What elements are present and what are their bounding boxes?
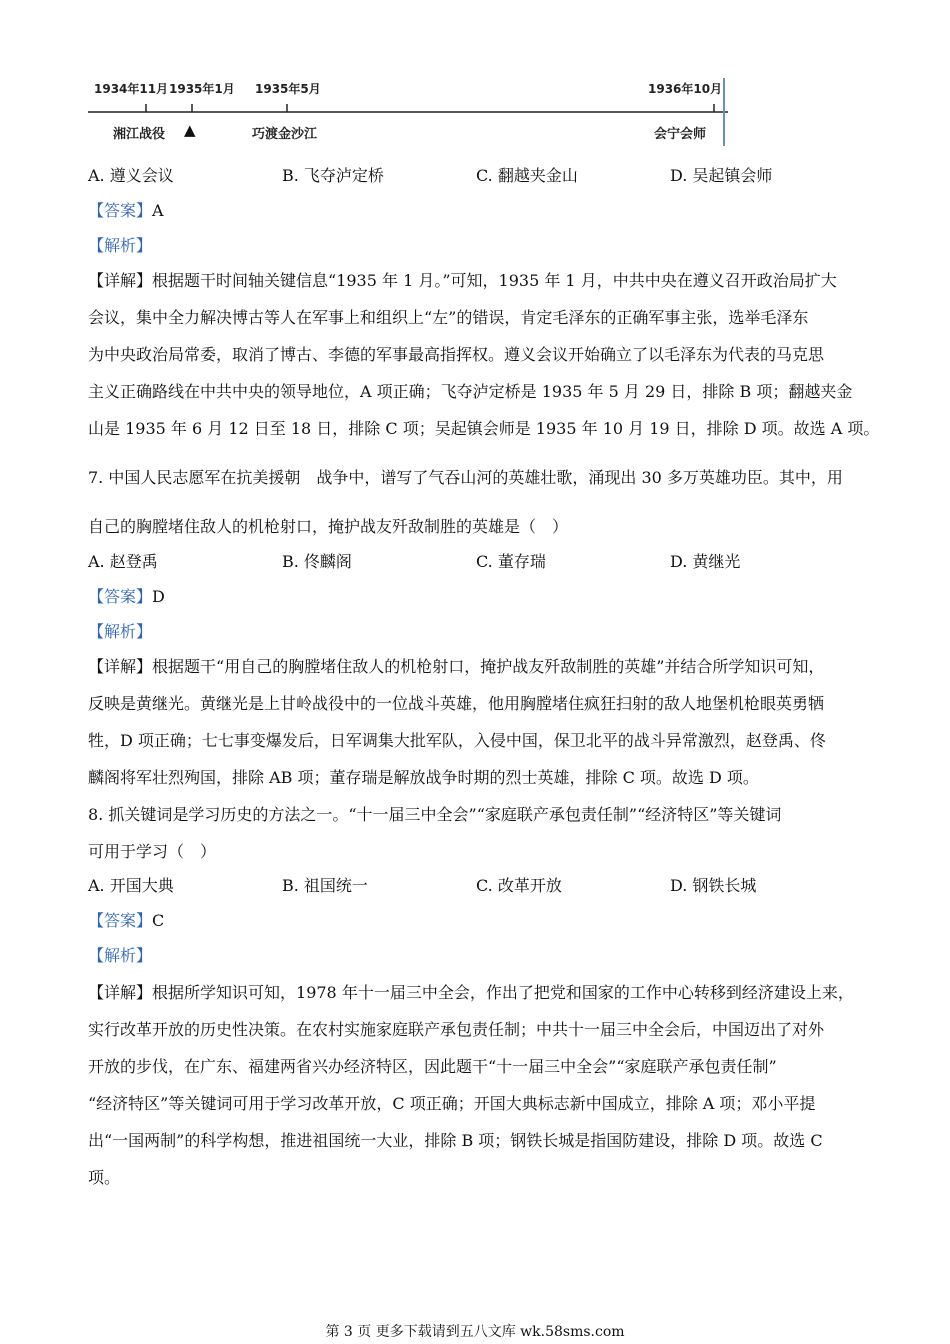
timeline-date-3: 1935年5月 (255, 82, 321, 96)
q8-option-d: D. 钢铁长城 (670, 876, 757, 895)
answer-tag: 【答案】 (88, 587, 153, 606)
timeline-event-3: 会宁会师 (654, 127, 707, 142)
q8-option-c: C. 改革开放 (476, 876, 562, 895)
q8-option-b: B. 祖国统一 (282, 876, 368, 895)
q6-detail-text-1: 根据题干时间轴关键信息“1935 年 1 月。”可知，1935 年 1 月，中共中央在遵义召开政治局扩大 (152, 271, 837, 290)
q7-detail-line-2: 反映是黄继光。黄继光是上甘岭战役中的一位战斗英雄，他用胸膛堵住疯狂扫射的敌人地堡机枪眼英勇牺 (88, 694, 825, 713)
q6-answer (88, 201, 164, 221)
q8-detail-line-1 (88, 983, 854, 1003)
answer-tag: 【答案】 (88, 201, 153, 220)
q6-option-d: D. 吴起镇会师 (670, 166, 773, 185)
q8-answer (88, 911, 164, 931)
q8-detail-line-3: 开放的步伐，在广东、福建两省兴办经济特区，因此题干“十一届三中全会”“家庭联产承包责任制” (88, 1057, 777, 1076)
q8-analysis-tag: 【解析】 (88, 946, 153, 965)
q6-detail-line-2: 会议，集中全力解决博古等人在军事上和组织上“左”的错误，肯定毛泽东的正确军事主张，选举毛泽东 (88, 308, 809, 327)
q6-answer-value: A (152, 201, 164, 220)
q7-option-a: A. 赵登禹 (88, 552, 158, 571)
q6-detail-line-4: 主义正确路线在中共中央的领导地位，A 项正确；飞夺泸定桥是 1935 年 5 月 29 日，排除 B 项；翻越夹金 (88, 382, 853, 401)
q7-detail-line-3: 牲，D 项正确；七七事变爆发后，日军调集大批军队，入侵中国，保卫北平的战斗异常激烈，赵登禹、佟 (88, 731, 826, 750)
q7-analysis-tag: 【解析】 (88, 622, 153, 641)
q8-stem-line-2: 可用于学习（ ） (88, 842, 217, 861)
timeline-date-1: 1934年11月 (94, 82, 169, 96)
q8-detail-line-4: “经济特区”等关键词可用于学习改革开放，C 项正确；开国大典标志新中国成立，排除 A 项；邓小平提 (88, 1094, 816, 1113)
detail-tag: 【详解】 (88, 271, 153, 290)
q7-detail-line-1 (88, 657, 824, 677)
q6-option-a: A. 遵义会议 (88, 166, 174, 185)
q7-option-d: D. 黄继光 (670, 552, 741, 571)
q7-answer (88, 587, 165, 607)
q6-option-b: B. 飞夺泸定桥 (282, 166, 384, 185)
q8-detail-line-2: 实行改革开放的历史性决策。在农村实施家庭联产承包责任制；中共十一届三中全会后，中国迈出了对外 (88, 1020, 825, 1039)
timeline-figure (88, 74, 748, 154)
q7-option-c: C. 董存瑞 (476, 552, 546, 571)
q8-detail-line-5: 出“一国两制”的科学构想，推进祖国统一大业，排除 B 项；钢铁长城是指国防建设，排除 D 项。故选 C (88, 1131, 823, 1150)
q6-detail-line-1 (88, 271, 837, 291)
q8-stem-line-1: 8. 抓关键词是学习历史的方法之一。“十一届三中全会”“家庭联产承包责任制”“经济特区”等关键词 (88, 805, 782, 824)
q8-detail-text-1: 根据所学知识可知，1978 年十一届三中全会，作出了把党和国家的工作中心转移到经济建设上来， (152, 983, 854, 1002)
detail-tag: 【详解】 (88, 657, 153, 676)
q8-option-a: A. 开国大典 (88, 876, 174, 895)
page-footer: 第 3 页 更多下载请到五八文库 wk.58sms.com (325, 1324, 625, 1340)
q7-detail-line-4: 麟阁将军壮烈殉国，排除 AB 项；董存瑞是解放战争时期的烈士英雄，排除 C 项。故选 D 项。 (88, 768, 759, 787)
q8-answer-value: C (152, 911, 165, 930)
q8-detail-line-6: 项。 (88, 1168, 121, 1187)
timeline-event-1: 湘江战役 (113, 127, 166, 142)
timeline-date-2: 1935年1月 (169, 82, 235, 96)
q6-detail-line-3: 为中央政治局常委，取消了博古、李德的军事最高指挥权。遵义会议开始确立了以毛泽东为代表的马克思 (88, 345, 825, 364)
q7-answer-value: D (152, 587, 165, 606)
timeline-date-4: 1936年10月 (648, 82, 723, 96)
q7-option-b: B. 佟麟阁 (282, 552, 352, 571)
q6-analysis-tag: 【解析】 (88, 236, 153, 255)
detail-tag: 【详解】 (88, 983, 153, 1002)
timeline-triangle-marker: ▲ (184, 121, 196, 139)
answer-tag: 【答案】 (88, 911, 153, 930)
q6-detail-line-5: 山是 1935 年 6 月 12 日至 18 日，排除 C 项；吴起镇会师是 1935 年 10 月 19 日，排除 D 项。故选 A 项。 (88, 419, 880, 438)
q6-option-c: C. 翻越夹金山 (476, 166, 578, 185)
q7-stem-line-1: 7. 中国人民志愿军在抗美援朝 战争中，谱写了气吞山河的英雄壮歌，涌现出 30 多万英雄功臣。其中，用 (88, 468, 843, 487)
timeline-event-2: 巧渡金沙江 (252, 127, 318, 142)
q7-stem-line-2: 自己的胸膛堵住敌人的机枪射口，掩护战友歼敌制胜的英雄是（ ） (88, 517, 569, 536)
q7-detail-text-1: 根据题干“用自己的胸膛堵住敌人的机枪射口，掩护战友歼敌制胜的英雄”并结合所学知识可知， (152, 657, 825, 676)
